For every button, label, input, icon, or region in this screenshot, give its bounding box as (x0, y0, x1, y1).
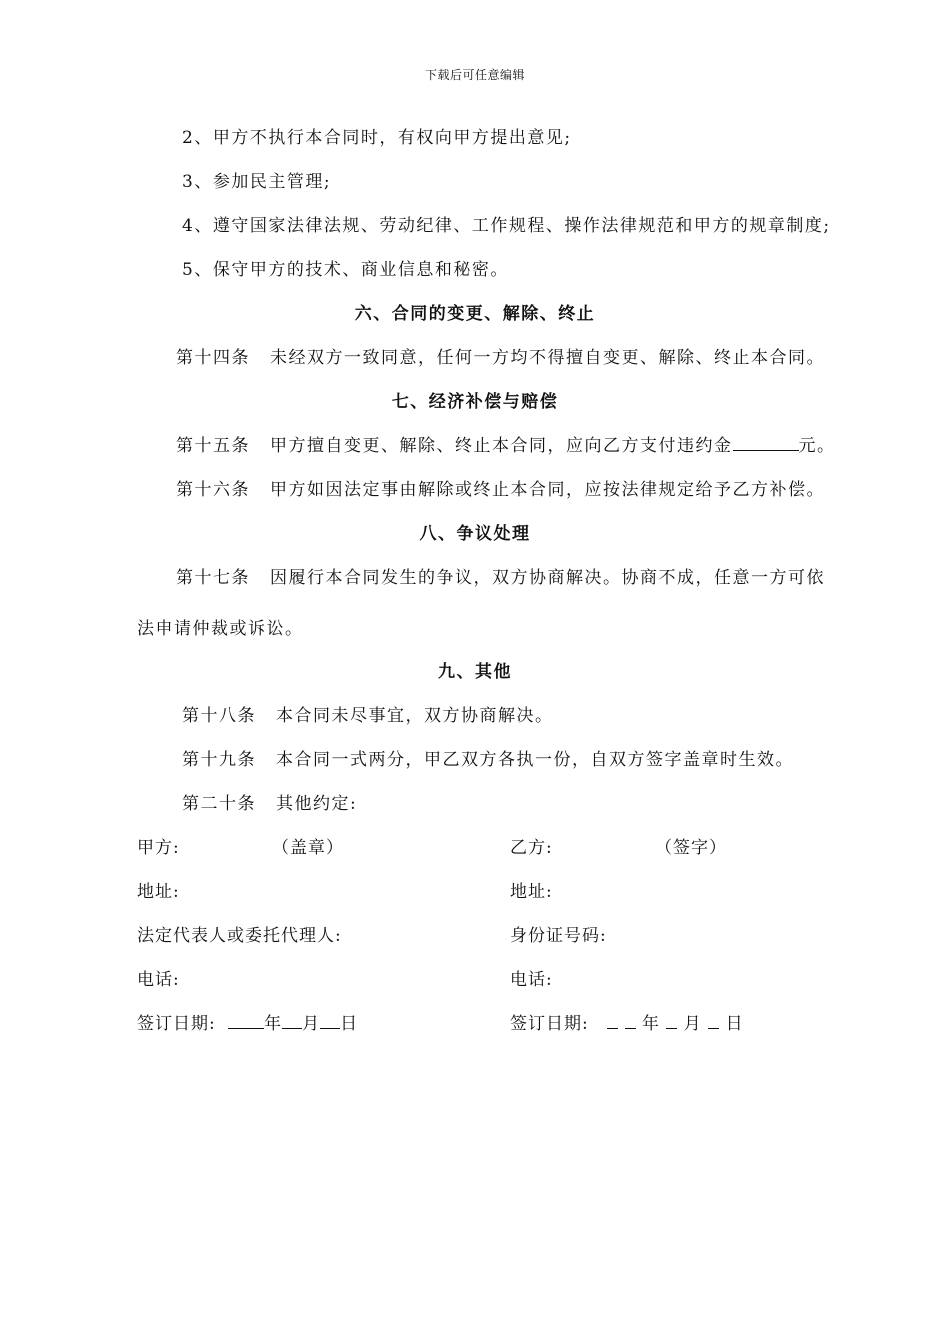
article-17-continued: 法申请仲裁或诉讼。 (137, 619, 304, 639)
list-item: 2、甲方不执行本合同时，有权向甲方提出意见; (182, 128, 572, 148)
day-unit: 日 (725, 1014, 744, 1034)
section-heading-8: 八、争议处理 (419, 524, 531, 544)
article-number: 第十九条 (182, 750, 256, 770)
article-19 (182, 745, 794, 770)
article-17 (176, 563, 825, 588)
year-blank-1 (607, 1012, 618, 1029)
party-a-label: 甲方: (137, 838, 180, 858)
article-text: 未经双方一致同意，任何一方均不得擅自变更、解除、终止本合同。 (270, 348, 825, 368)
article-18 (182, 701, 554, 726)
article-number: 第十六条 (176, 480, 250, 500)
article-text: 其他约定: (276, 794, 358, 814)
article-16 (176, 475, 825, 500)
article-15 (176, 431, 836, 456)
article-number: 第十五条 (176, 436, 250, 456)
party-a-seal-note: （盖章） (272, 838, 344, 858)
article-text: 本合同一式两分，甲乙双方各执一份，自双方签字盖章时生效。 (276, 750, 794, 770)
month-unit: 月 (683, 1014, 702, 1034)
section-heading-6: 六、合同的变更、解除、终止 (354, 304, 596, 324)
party-a-representative: 法定代表人或委托代理人: (137, 926, 342, 946)
year-blank (228, 1012, 264, 1029)
party-b-address: 地址: (510, 882, 553, 902)
day-blank (708, 1012, 719, 1029)
date-label: 签订日期: (137, 1014, 216, 1034)
party-a-address: 地址: (137, 882, 180, 902)
party-b-id-number: 身份证号码: (510, 926, 607, 946)
section-heading-7: 七、经济补偿与赔偿 (391, 392, 559, 412)
page-header: 下载后可任意编辑 (424, 68, 525, 82)
year-blank-2 (625, 1012, 636, 1029)
party-b-sign-note: （签字） (655, 838, 727, 858)
party-b-label: 乙方: (510, 838, 553, 858)
party-a-date (137, 1009, 358, 1034)
day-unit: 日 (340, 1014, 359, 1034)
date-label: 签订日期: (510, 1014, 589, 1034)
month-blank (666, 1012, 677, 1029)
list-item: 3、参加民主管理; (182, 172, 332, 192)
list-item: 4、遵守国家法律法规、劳动纪律、工作规程、操作法律规范和甲方的规章制度; (182, 216, 831, 236)
year-unit: 年 (264, 1014, 283, 1034)
article-text: 因履行本合同发生的争议，双方协商解决。协商不成，任意一方可依 (270, 568, 825, 588)
section-heading-9: 九、其他 (438, 662, 512, 682)
article-number: 第十七条 (176, 568, 250, 588)
party-a-phone: 电话: (137, 970, 180, 990)
year-unit: 年 (641, 1014, 660, 1034)
article-number: 第十八条 (182, 706, 256, 726)
party-b-date (510, 1009, 744, 1034)
article-text: 甲方擅自变更、解除、终止本合同，应向乙方支付违约金 (270, 436, 733, 456)
article-suffix: 元。 (798, 436, 836, 456)
article-number: 第十四条 (176, 348, 250, 368)
fill-blank (733, 434, 799, 451)
month-unit: 月 (302, 1014, 321, 1034)
day-blank (320, 1012, 340, 1029)
article-number: 第二十条 (182, 794, 256, 814)
article-text: 甲方如因法定事由解除或终止本合同，应按法律规定给予乙方补偿。 (270, 480, 825, 500)
month-blank (282, 1012, 302, 1029)
article-14 (176, 343, 825, 368)
party-b-phone: 电话: (510, 970, 553, 990)
article-text: 本合同未尽事宜，双方协商解决。 (276, 706, 554, 726)
article-20 (182, 789, 357, 814)
list-item: 5、保守甲方的技术、商业信息和秘密。 (182, 260, 509, 280)
